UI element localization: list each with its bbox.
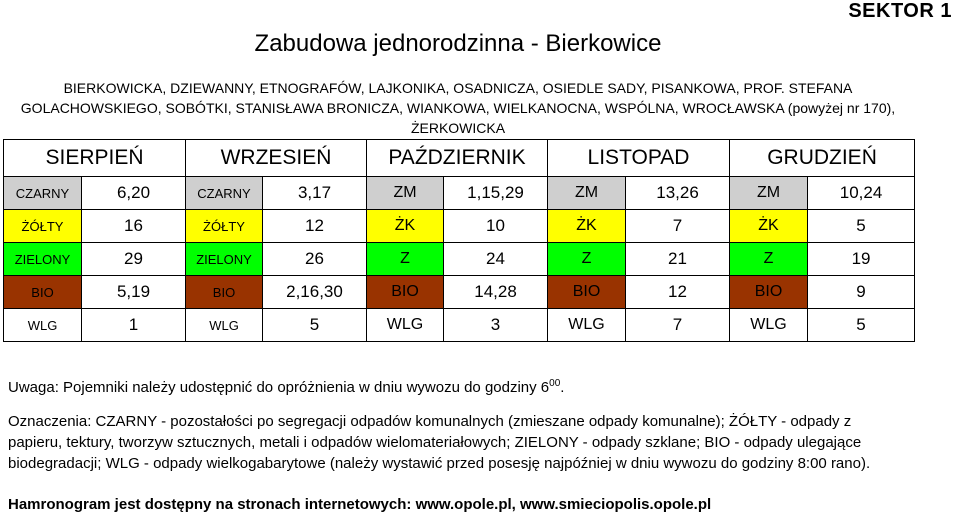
pickup-days: 24 xyxy=(444,243,548,276)
waste-type-label: Z xyxy=(367,243,444,276)
waste-type-label: ZIELONY xyxy=(4,243,82,276)
table-row xyxy=(4,276,915,309)
pickup-days: 5 xyxy=(808,210,915,243)
pickup-days: 7 xyxy=(626,309,730,342)
pickup-days: 10,24 xyxy=(808,177,915,210)
pickup-days: 12 xyxy=(263,210,367,243)
pickup-days: 16 xyxy=(82,210,186,243)
waste-type-label: ZM xyxy=(730,177,808,210)
pickup-days: 5,19 xyxy=(82,276,186,309)
waste-type-label: BIO xyxy=(186,276,263,309)
waste-type-label: ZM xyxy=(367,177,444,210)
table-row xyxy=(4,243,915,276)
month-header: PAŹDZIERNIK xyxy=(367,140,548,177)
pickup-days: 1,15,29 xyxy=(444,177,548,210)
waste-type-label: WLG xyxy=(730,309,808,342)
notice-text: Uwaga: Pojemniki należy udostępnić do opróżnienia w dniu wywozu do godziny 6 xyxy=(8,379,550,396)
pickup-days: 29 xyxy=(82,243,186,276)
pickup-days: 1 xyxy=(82,309,186,342)
waste-type-label: WLG xyxy=(367,309,444,342)
page-title: Zabudowa jednorodzinna - Bierkowice xyxy=(254,30,662,57)
table-row xyxy=(4,210,915,243)
pickup-days: 5 xyxy=(263,309,367,342)
street-list: BIERKOWICKA, DZIEWANNY, ETNOGRAFÓW, LAJKONIKA, OSADNICZA, OSIEDLE SADY, PISANKOWA, PROF. STEFANA GOLACHOWSKIEGO, SOBÓTKI, STANISŁAWA BRONICZA, WIANKOWA, WIELKANOCNA, WSPÓLNA, WROCŁAWSKA (powyżej nr 170), ŻERKOWICKA xyxy=(20,80,896,136)
sector-label: SEKTOR 1 xyxy=(848,0,952,22)
legend-text: Oznaczenia: CZARNY - pozostałości po segregacji odpadów komunalnych (zmieszane odpady komunalne); ŻÓŁTY - odpady z papieru, tektury, tworzyw sztucznych, metali i odpadów wielomateriałowych; ZIELONY - odpady szklane; BIO - odpady ulegające biodegradacji; WLG - odpady wielkogabarytowe (należy wystawić przed posesję najpóźniej w dniu wywozu do godziny 8:00 rano). xyxy=(8,413,871,472)
waste-type-label: CZARNY xyxy=(4,177,82,210)
waste-type-label: BIO xyxy=(367,276,444,309)
footer-text: Hamronogram jest dostępny na stronach internetowych: www.opole.pl, www.smieciopolis.opole.pl xyxy=(8,496,712,513)
waste-type-label: ŻK xyxy=(730,210,808,243)
pickup-days: 19 xyxy=(808,243,915,276)
waste-type-label: BIO xyxy=(730,276,808,309)
pickup-days: 6,20 xyxy=(82,177,186,210)
pickup-days: 3,17 xyxy=(263,177,367,210)
pickup-days: 10 xyxy=(444,210,548,243)
notice-end: . xyxy=(560,379,565,396)
waste-type-label: BIO xyxy=(4,276,82,309)
pickup-days: 14,28 xyxy=(444,276,548,309)
waste-type-label: CZARNY xyxy=(186,177,263,210)
waste-type-label: WLG xyxy=(548,309,626,342)
waste-type-label: ZIELONY xyxy=(186,243,263,276)
pickup-days: 9 xyxy=(808,276,915,309)
pickup-days: 3 xyxy=(444,309,548,342)
pickup-days: 26 xyxy=(263,243,367,276)
waste-type-label: Z xyxy=(730,243,808,276)
pickup-days: 5 xyxy=(808,309,915,342)
waste-type-label: ŻÓŁTY xyxy=(186,210,263,243)
waste-type-label: BIO xyxy=(548,276,626,309)
schedule-table xyxy=(3,139,915,342)
waste-type-label: ŻK xyxy=(548,210,626,243)
table-row xyxy=(4,309,915,342)
months-header-row xyxy=(4,140,915,177)
pickup-notice xyxy=(8,378,564,396)
waste-type-label: ZM xyxy=(548,177,626,210)
month-header: WRZESIEŃ xyxy=(186,140,367,177)
waste-type-label: WLG xyxy=(186,309,263,342)
waste-type-label: ŻK xyxy=(367,210,444,243)
pickup-days: 13,26 xyxy=(626,177,730,210)
pickup-days: 2,16,30 xyxy=(263,276,367,309)
notice-hour-superscript: 00 xyxy=(549,378,561,389)
table-row xyxy=(4,177,915,210)
pickup-days: 12 xyxy=(626,276,730,309)
month-header: GRUDZIEŃ xyxy=(730,140,915,177)
pickup-days: 7 xyxy=(626,210,730,243)
month-header: LISTOPAD xyxy=(548,140,730,177)
waste-type-label: WLG xyxy=(4,309,82,342)
month-header: SIERPIEŃ xyxy=(4,140,186,177)
pickup-days: 21 xyxy=(626,243,730,276)
waste-type-label: ŻÓŁTY xyxy=(4,210,82,243)
waste-type-label: Z xyxy=(548,243,626,276)
